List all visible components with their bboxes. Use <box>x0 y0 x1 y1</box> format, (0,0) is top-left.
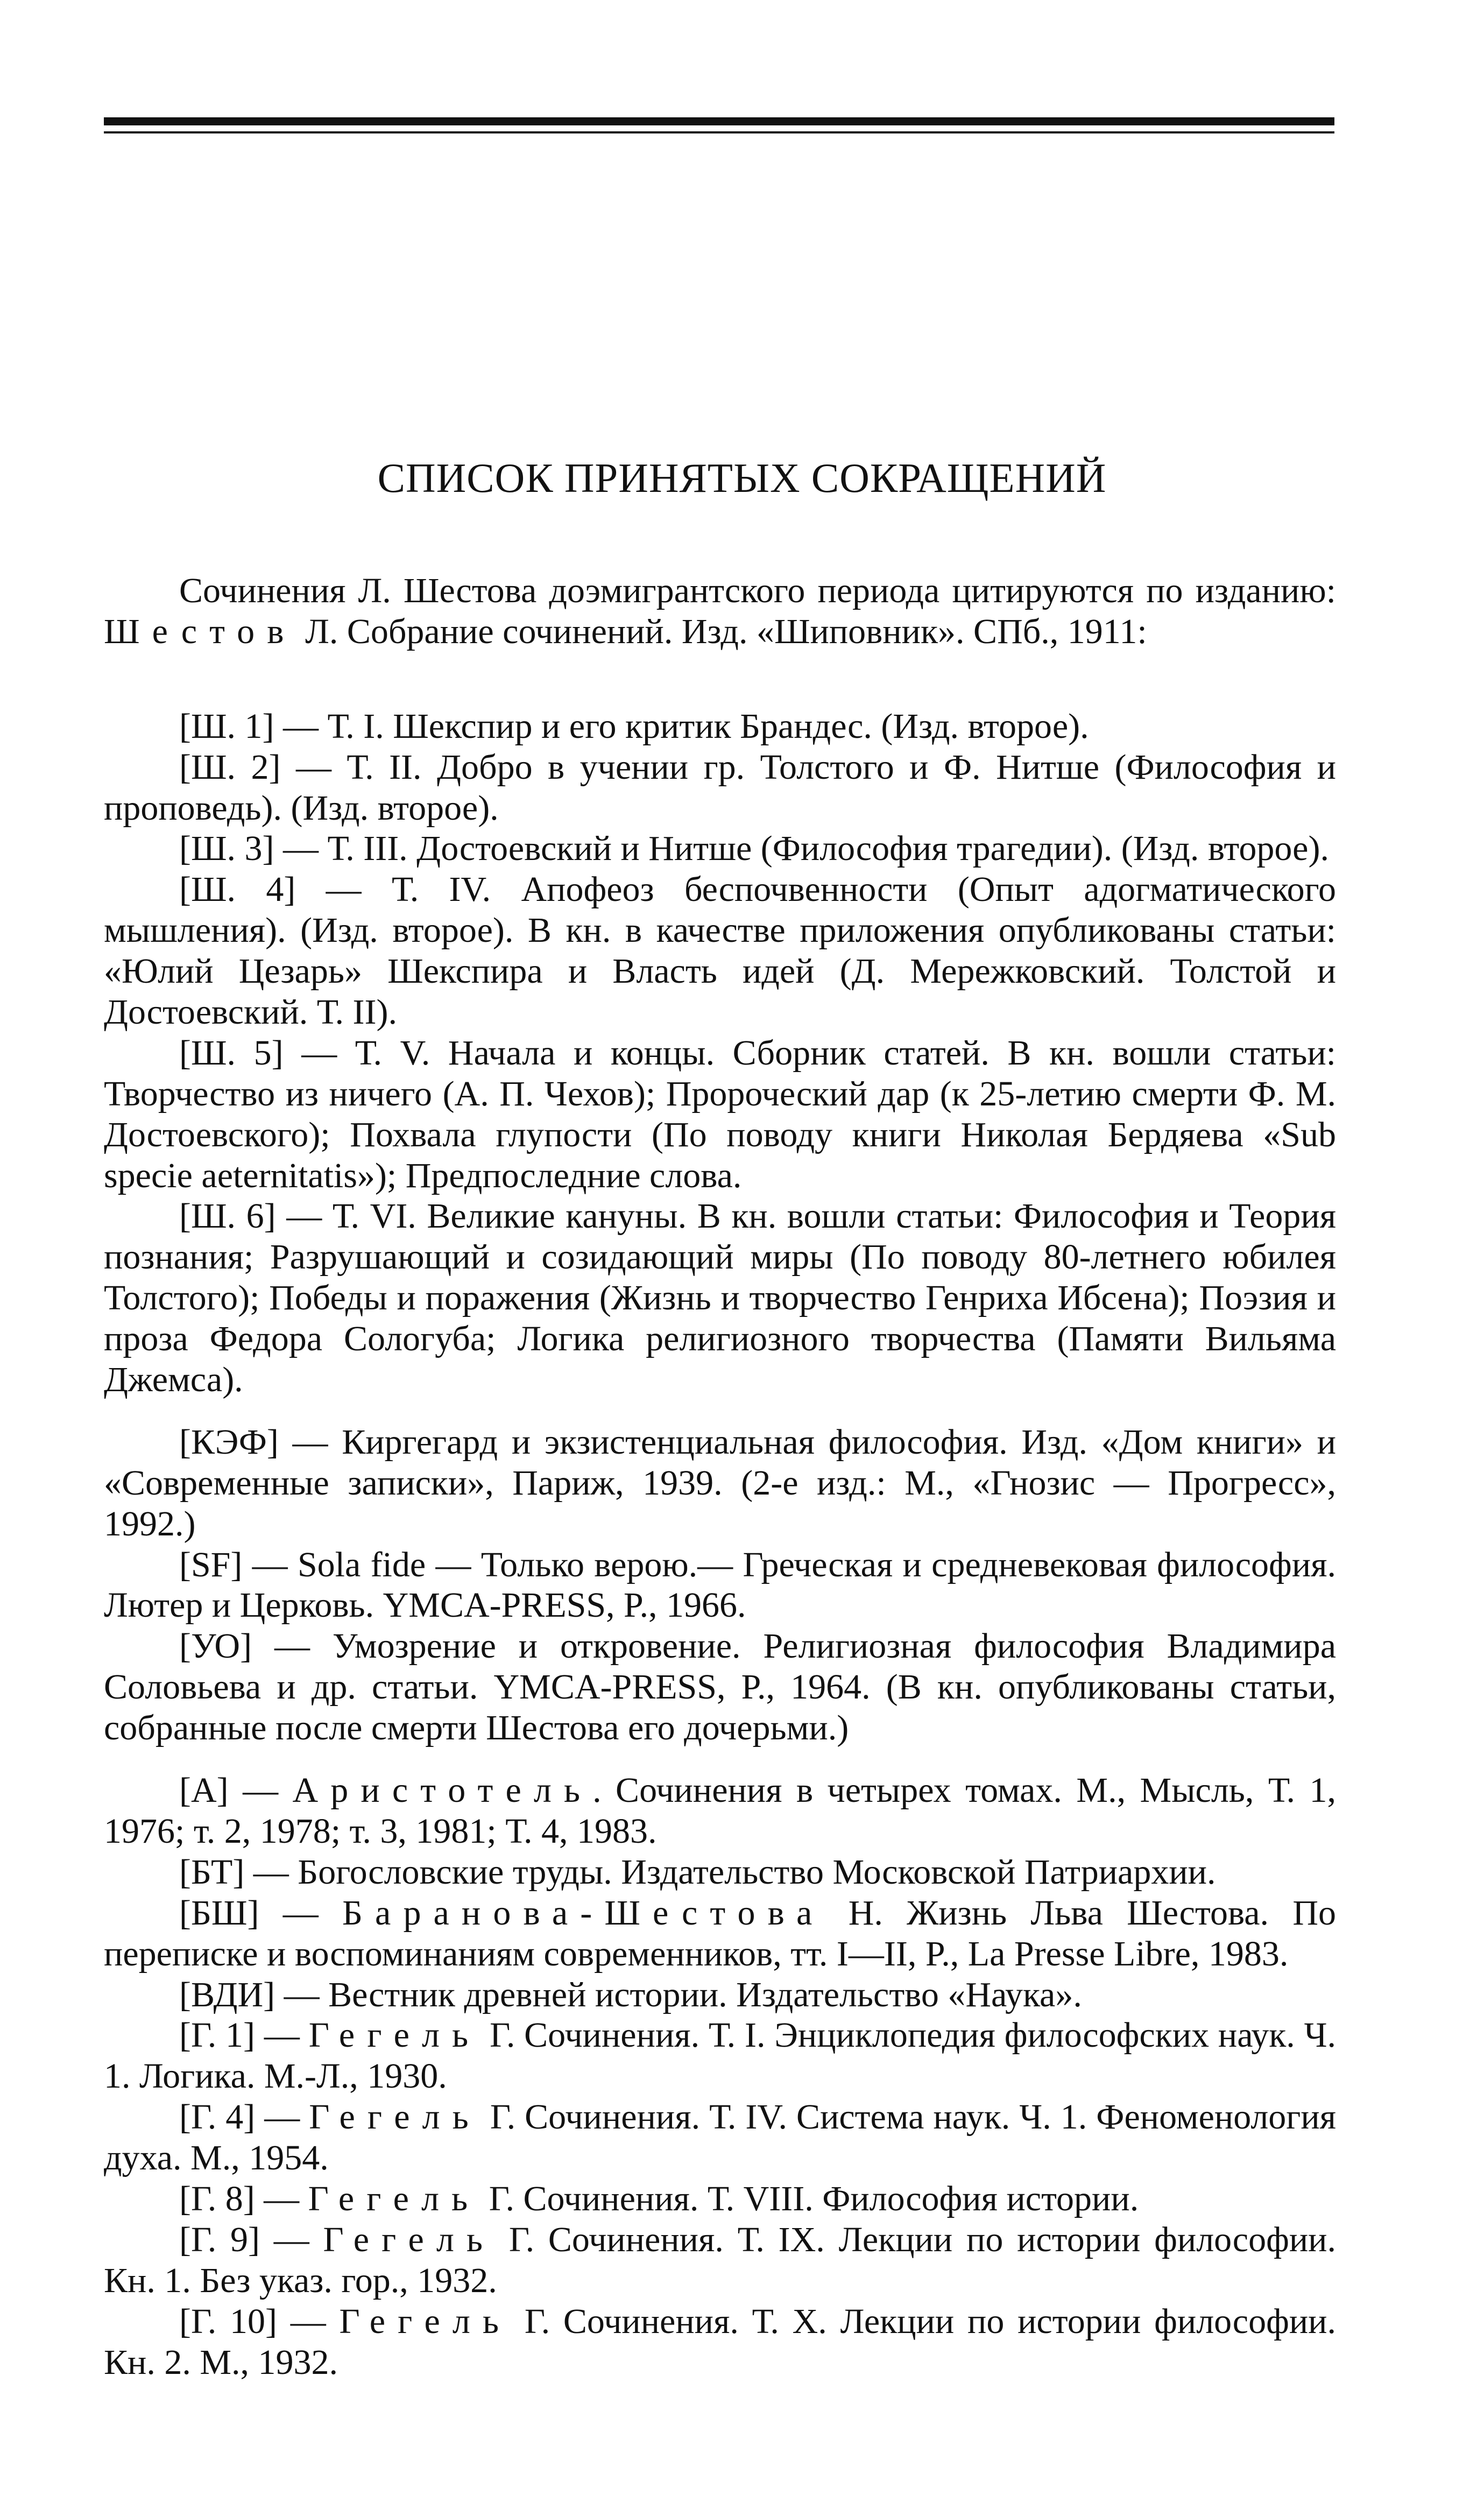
entry-bt: [БТ] — Богословские труды. Издательство Московской Патриархии. <box>179 1852 1216 1892</box>
thick-rule <box>104 117 1334 125</box>
entry-uo: [УО] — Умозрение и откровение. Религиозная философия Владимира Соловьева и др. статьи. YMCA-PRESS, P., 1964. (В кн. опубликованы статьи, собранные после смерти Шестова его дочерьми.) <box>104 1626 1336 1748</box>
entry-sh5: [Ш. 5] — Т. V. Начала и концы. Сборник статей. В кн. вошли статьи: Творчество из ничего (А. П. Чехов); Пророческий дар (к 25-летию смерти Ф. М. Достоевского); Похвала глупости (По поводу книги Николая Бердяева «Sub specie aeternitatis»); Предпоследние слова. <box>104 1033 1336 1195</box>
entry-bsh: [БШ] — Баранова-Шестова Н. Жизнь Льва Шестова. По переписке и воспоминаниям современников, тт. I—II, P., La Presse Libre, 1983. <box>104 1893 1337 1974</box>
entry-g10: [Г. 10] — Гегель Г. Сочинения. Т. X. Лекции по истории философии. Кн. 2. М., 1932. <box>104 2301 1336 2382</box>
entry-g8: [Г. 8] — Гегель Г. Сочинения. Т. VIII. Философия истории. <box>179 2179 1139 2218</box>
entry-g9: [Г. 9] — Гегель Г. Сочинения. Т. IX. Лекции по истории философии. Кн. 1. Без указ. гор., 1932. <box>104 2219 1336 2300</box>
entry-sh4: [Ш. 4] — Т. IV. Апофеоз беспочвенности (Опыт адогматического мышления). (Изд. второе). В кн. в качестве приложения опубликованы статьи: «Юлий Цезарь» Шекспира и Власть идей (Д. Мережковский. Толстой и Достоевский. Т. II). <box>104 870 1336 1032</box>
entry-g4: [Г. 4] — Гегель Г. Сочинения. Т. IV. Система наук. Ч. 1. Феноменология духа. М., 1954. <box>104 2097 1337 2178</box>
entry-sh3: [Ш. 3] — Т. III. Достоевский и Нитше (Философия трагедии). (Изд. второе). <box>179 829 1329 869</box>
body-text <box>104 570 1336 2383</box>
entry-kef: [КЭФ] — Киргегард и экзистенциальная философия. Изд. «Дом книги» и «Современные записки», Париж, 1939. (2-е изд.: М., «Гнозис — Прогресс», 1992.) <box>104 1422 1336 1544</box>
entry-vdi: [ВДИ] — Вестник древней истории. Издательство «Наука». <box>179 1975 1082 2014</box>
entry-g1: [Г. 1] — Гегель Г. Сочинения. Т. I. Энциклопедия философских наук. Ч. 1. Логика. М.-Л., 1930. <box>104 2015 1337 2096</box>
entry-sf: [SF] — Sola fide — Только верою.— Греческая и средневековая философия. Лютер и Церковь. YMCA-PRESS, P., 1966. <box>104 1545 1336 1625</box>
author-name: Шестов <box>104 611 296 651</box>
page-title: СПИСОК ПРИНЯТЫХ СОКРАЩЕНИЙ <box>377 455 1107 501</box>
header-rule <box>104 117 1334 133</box>
thin-rule <box>104 131 1334 133</box>
entry-sh2: [Ш. 2] — Т. II. Добро в учении гр. Толстого и Ф. Нитше (Философия и проповедь). (Изд. второе). <box>104 747 1336 828</box>
intro-paragraph: Сочинения Л. Шестова доэмигрантского периода цитируются по изданию: Шестов Л. Собрание сочинений. Изд. «Шиповник». СПб., 1911: <box>104 571 1336 651</box>
entry-sh6: [Ш. 6] — Т. VI. Великие кануны. В кн. вошли статьи: Философия и Теория познания; Разрушающий и созидающий миры (По поводу 80-летнего юбилея Толстого); Победы и поражения (Жизнь и творчество Генриха Ибсена); Поэзия и проза Федора Сологуба; Логика религиозного творчества (Памяти Вильяма Джемса). <box>104 1196 1336 1400</box>
entry-sh1: [Ш. 1] — Т. I. Шекспир и его критик Брандес. (Изд. второе). <box>179 706 1089 746</box>
entry-a: [А] — Аристотель. Сочинения в четырех томах. М., Мысль, Т. 1, 1976; т. 2, 1978; т. 3, 1981; Т. 4, 1983. <box>104 1771 1336 1851</box>
